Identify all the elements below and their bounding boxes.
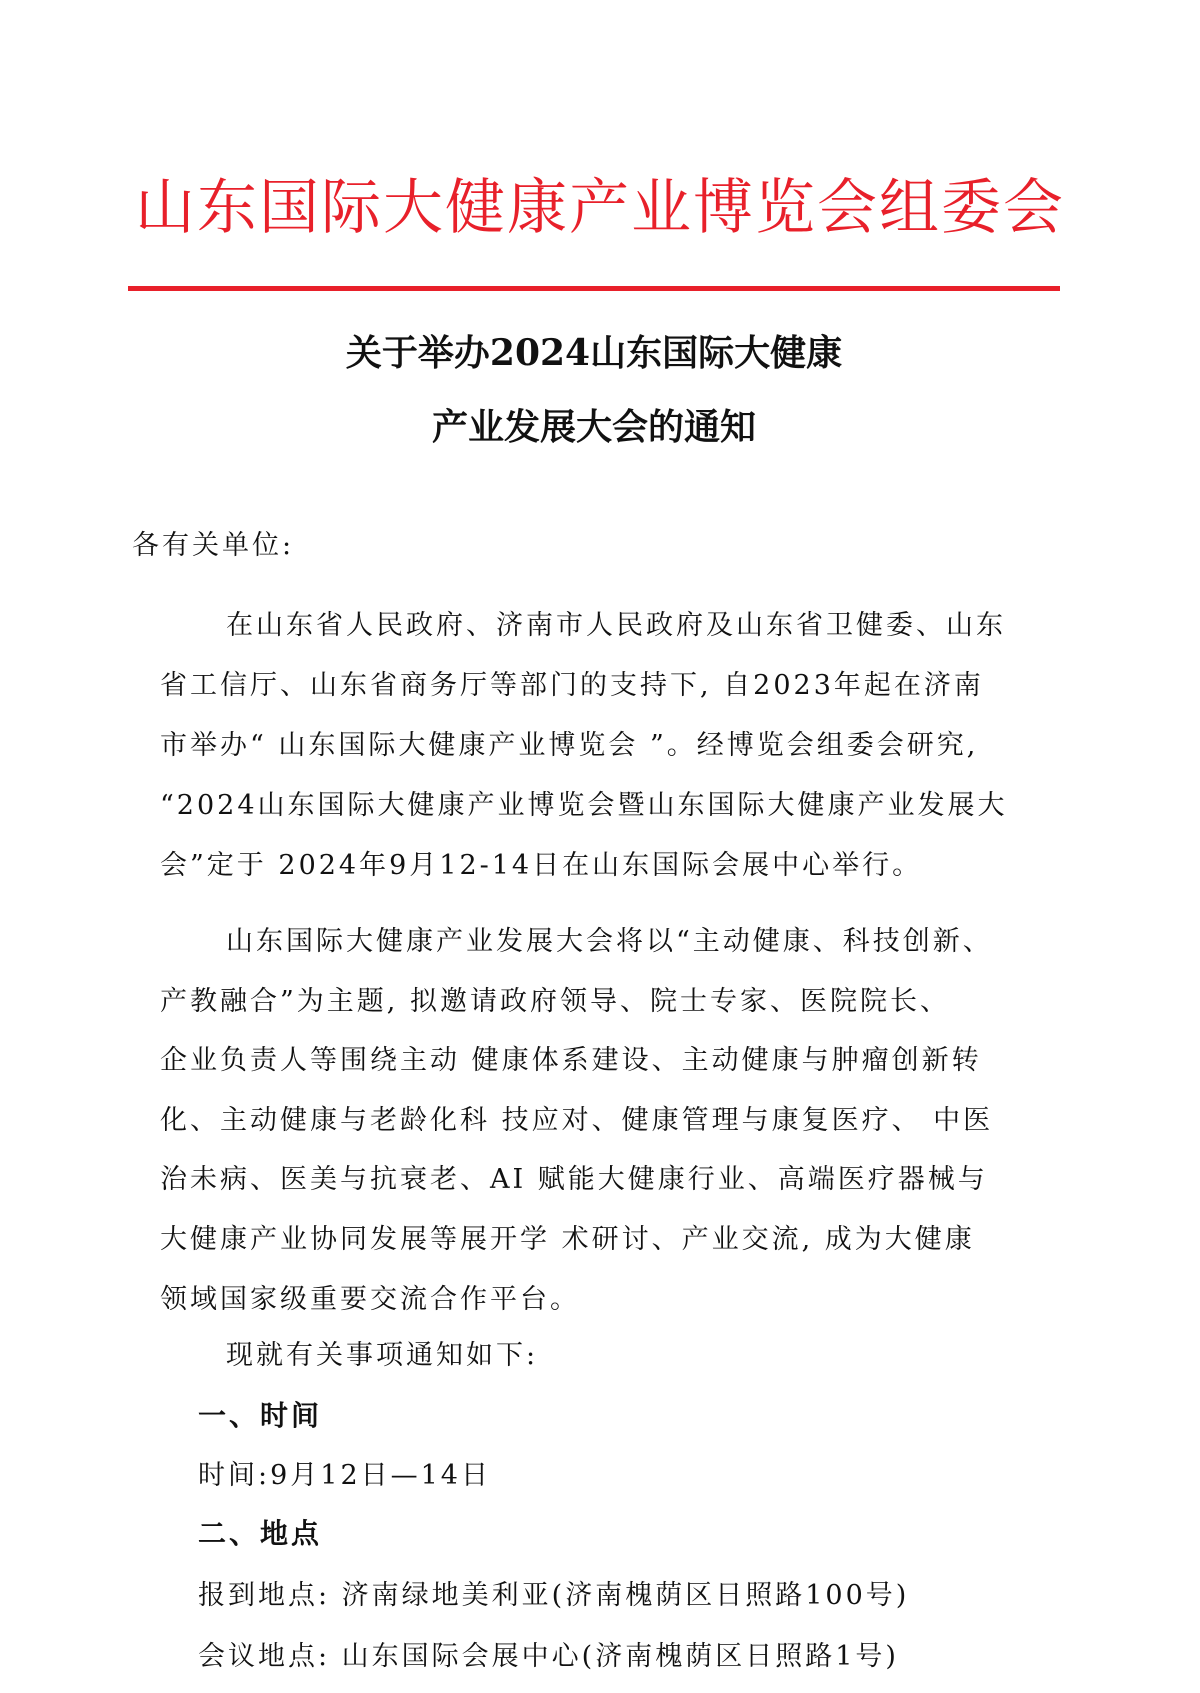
paragraph-line: 市举办“ 山东国际大健康产业博览会 ”。经博览会组委会研究,: [160, 730, 979, 761]
paragraph-line: 治未病、医美与抗衰老、AI 赋能大健康行业、高端医疗器械与: [160, 1164, 988, 1196]
paragraph-line: 会”定于 2024年9月12-14日在山东国际会展中心举行。: [160, 850, 923, 881]
section-heading-location: 二、地点: [198, 1517, 323, 1550]
paragraph-line: 化、主动健康与老龄化科 技应对、健康管理与康复医疗、 中医: [160, 1104, 994, 1136]
salutation: 各有关单位:: [132, 530, 295, 561]
paragraph-line: 领域国家级重要交流合作平台。: [160, 1283, 580, 1315]
meeting-location: 会议地点: 山东国际会展中心(济南槐荫区日照路1号): [198, 1641, 899, 1672]
paragraph-2: [160, 912, 1060, 1329]
paragraph-line: 大健康产业协同发展等展开学 术研讨、产业交流, 成为大健康: [160, 1223, 975, 1255]
paragraph-line: 山东国际大健康产业发展大会将以“主动健康、科技创新、: [226, 926, 993, 957]
header-divider: [128, 286, 1060, 291]
paragraph-line: 在山东省人民政府、济南市人民政府及山东省卫健委、山东: [226, 610, 1006, 641]
time-detail: 时间:9月12日—14日: [198, 1460, 491, 1491]
paragraph-line: “2024山东国际大健康产业博览会暨山东国际大健康产业发展大: [160, 790, 1008, 821]
paragraph-line: 省工信厅、山东省商务厅等部门的支持下, 自2023年起在济南: [160, 670, 984, 701]
paragraph-line: 企业负责人等围绕主动 健康体系建设、主动健康与肿瘤创新转: [160, 1045, 982, 1077]
paragraph-1: [160, 596, 1060, 896]
document-title-line-2: 产业发展大会的通知: [431, 406, 756, 448]
document-title-line-1: 关于举办2024山东国际大健康: [345, 332, 843, 374]
section-heading-time: 一、时间: [198, 1399, 323, 1432]
notice-intro: 现就有关事项通知如下:: [226, 1340, 539, 1371]
checkin-location: 报到地点: 济南绿地美利亚(济南槐荫区日照路100号): [198, 1580, 910, 1611]
org-header: 山东国际大健康产业博览会组委会: [135, 173, 1065, 243]
paragraph-line: 产教融合”为主题, 拟邀请政府领导、院士专家、医院院长、: [160, 985, 950, 1017]
